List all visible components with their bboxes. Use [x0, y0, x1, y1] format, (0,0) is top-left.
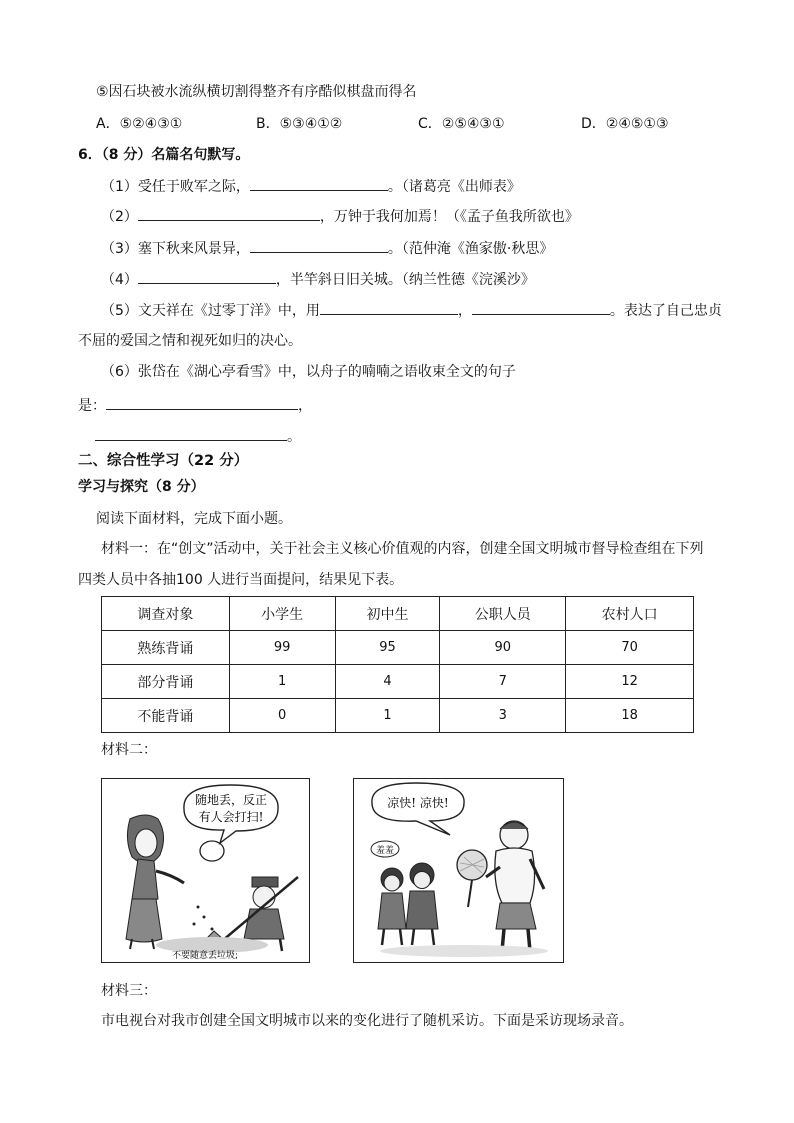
answer-blank[interactable] — [472, 300, 610, 315]
subsection-title: 学习与探究（8 分） — [78, 479, 205, 495]
table-cell: 7 — [440, 665, 566, 699]
q6-line-5-comma: ， — [457, 303, 472, 319]
q6-line-3-prefix: （3）塞下秋来风景异， — [101, 241, 250, 257]
q6-line-3-suffix: 。（范仲淹《渔家傲·秋思》 — [387, 241, 554, 257]
q6-line-6-end: 。 — [287, 429, 301, 445]
table-cell: 1 — [229, 665, 335, 699]
q6-line-6-answer-2 — [95, 426, 301, 447]
table-cell: 3 — [440, 699, 566, 733]
q6-line-6-answer — [78, 395, 312, 416]
answer-blank[interactable] — [320, 300, 458, 315]
table-cell: 12 — [566, 665, 694, 699]
table-row — [102, 665, 694, 699]
material-3-label: 材料三： — [101, 983, 157, 999]
q6-line-6-label: 是： — [78, 398, 106, 414]
section-title: 二、综合性学习（22 分） — [78, 453, 249, 469]
littering-illustration — [102, 779, 309, 962]
cartoon-littering — [101, 778, 310, 963]
q6-line-1-suffix: 。（诸葛亮《出师表》 — [387, 179, 521, 195]
bubble-text: 凉快! 凉快! — [387, 796, 449, 810]
q6-line-5 — [101, 300, 722, 321]
table-cell: 4 — [335, 665, 440, 699]
q6-line-5-prefix: （5）文天祥在《过零丁洋》中，用 — [101, 303, 320, 319]
q6-line-1 — [101, 176, 521, 197]
table-row-label: 不能背诵 — [102, 699, 230, 733]
table-cell: 90 — [440, 631, 566, 665]
table-row — [102, 631, 694, 665]
table-row-label: 部分背诵 — [102, 665, 230, 699]
shirtless-illustration — [354, 779, 563, 962]
instruction-text: 阅读下面材料，完成下面小题。 — [96, 511, 292, 527]
q6-line-6-comma: ， — [298, 398, 312, 414]
q5-option-c: C．②⑤④③① — [418, 116, 505, 132]
q6-line-4-prefix: （4） — [101, 272, 138, 288]
answer-blank[interactable] — [138, 269, 276, 284]
table-row-label: 熟练背诵 — [102, 631, 230, 665]
table-header-cell: 公职人员 — [440, 597, 566, 631]
q6-title: 6．（8 分）名篇名句默写。 — [78, 147, 250, 163]
answer-blank[interactable] — [250, 176, 388, 191]
table-header-row — [102, 597, 694, 631]
q6-line-6: （6）张岱在《湖心亭看雪》中，以舟子的喃喃之语收束全文的句子 — [101, 364, 516, 380]
material-3-text: 市电视台对我市创建全国文明城市以来的变化进行了随机采访。下面是采访现场录音。 — [101, 1013, 633, 1029]
table-cell: 0 — [229, 699, 335, 733]
q6-line-2-prefix: （2） — [101, 209, 138, 225]
answer-blank[interactable] — [250, 238, 388, 253]
q6-line-3 — [101, 238, 553, 259]
q6-line-5-suffix: 。表达了自己忠贞 — [609, 303, 722, 319]
q5-option-d: D．②④⑤①③ — [581, 116, 669, 132]
bubble-text-2: 有人会打扫! — [198, 810, 264, 824]
q6-line-2 — [101, 206, 579, 227]
material-1-text: 材料一：在“创文”活动中，关于社会主义核心价值观的内容，创建全国文明城市督导检查组在下列 — [101, 541, 704, 557]
answer-blank[interactable] — [106, 395, 298, 410]
table-cell: 1 — [335, 699, 440, 733]
table-cell: 99 — [229, 631, 335, 665]
q6-line-2-suffix: ，万钟于我何加焉！（《孟子鱼我所欲也》 — [319, 209, 579, 225]
table-cell: 95 — [335, 631, 440, 665]
material-2-label: 材料二： — [101, 742, 157, 758]
table-header-cell: 初中生 — [335, 597, 440, 631]
survey-table — [101, 596, 694, 733]
q6-line-1-prefix: （1）受任于败军之际， — [101, 179, 250, 195]
q5-item-5: ⑤因石块被水流纵横切割得整齐有序酷似棋盘而得名 — [96, 84, 417, 100]
q5-option-a: A．⑤②④③① — [96, 116, 183, 132]
table-header-cell: 小学生 — [229, 597, 335, 631]
answer-blank[interactable] — [95, 426, 287, 441]
q5-option-b: B．⑤③④①② — [256, 116, 343, 132]
table-cell: 18 — [566, 699, 694, 733]
answer-blank[interactable] — [138, 206, 320, 221]
q6-line-4 — [101, 269, 535, 290]
cartoon-caption: 不要随意丢垃圾; — [171, 951, 239, 961]
table-header-cell: 调查对象 — [102, 597, 230, 631]
table-header-cell: 农村人口 — [566, 597, 694, 631]
q6-line-5-continued: 不屈的爱国之情和视死如归的决心。 — [78, 333, 302, 349]
q6-line-4-suffix: ，半竿斜日旧关城。（纳兰性德《浣溪沙》 — [275, 272, 535, 288]
small-bubble-text: 羞羞 — [375, 846, 395, 856]
table-row — [102, 699, 694, 733]
table-cell: 70 — [566, 631, 694, 665]
material-1-text-cont: 四类人员中各抽100 人进行当面提问，结果见下表。 — [78, 572, 404, 588]
bubble-text-1: 随地丢，反正 — [194, 793, 268, 807]
cartoon-shirtless — [353, 778, 564, 963]
